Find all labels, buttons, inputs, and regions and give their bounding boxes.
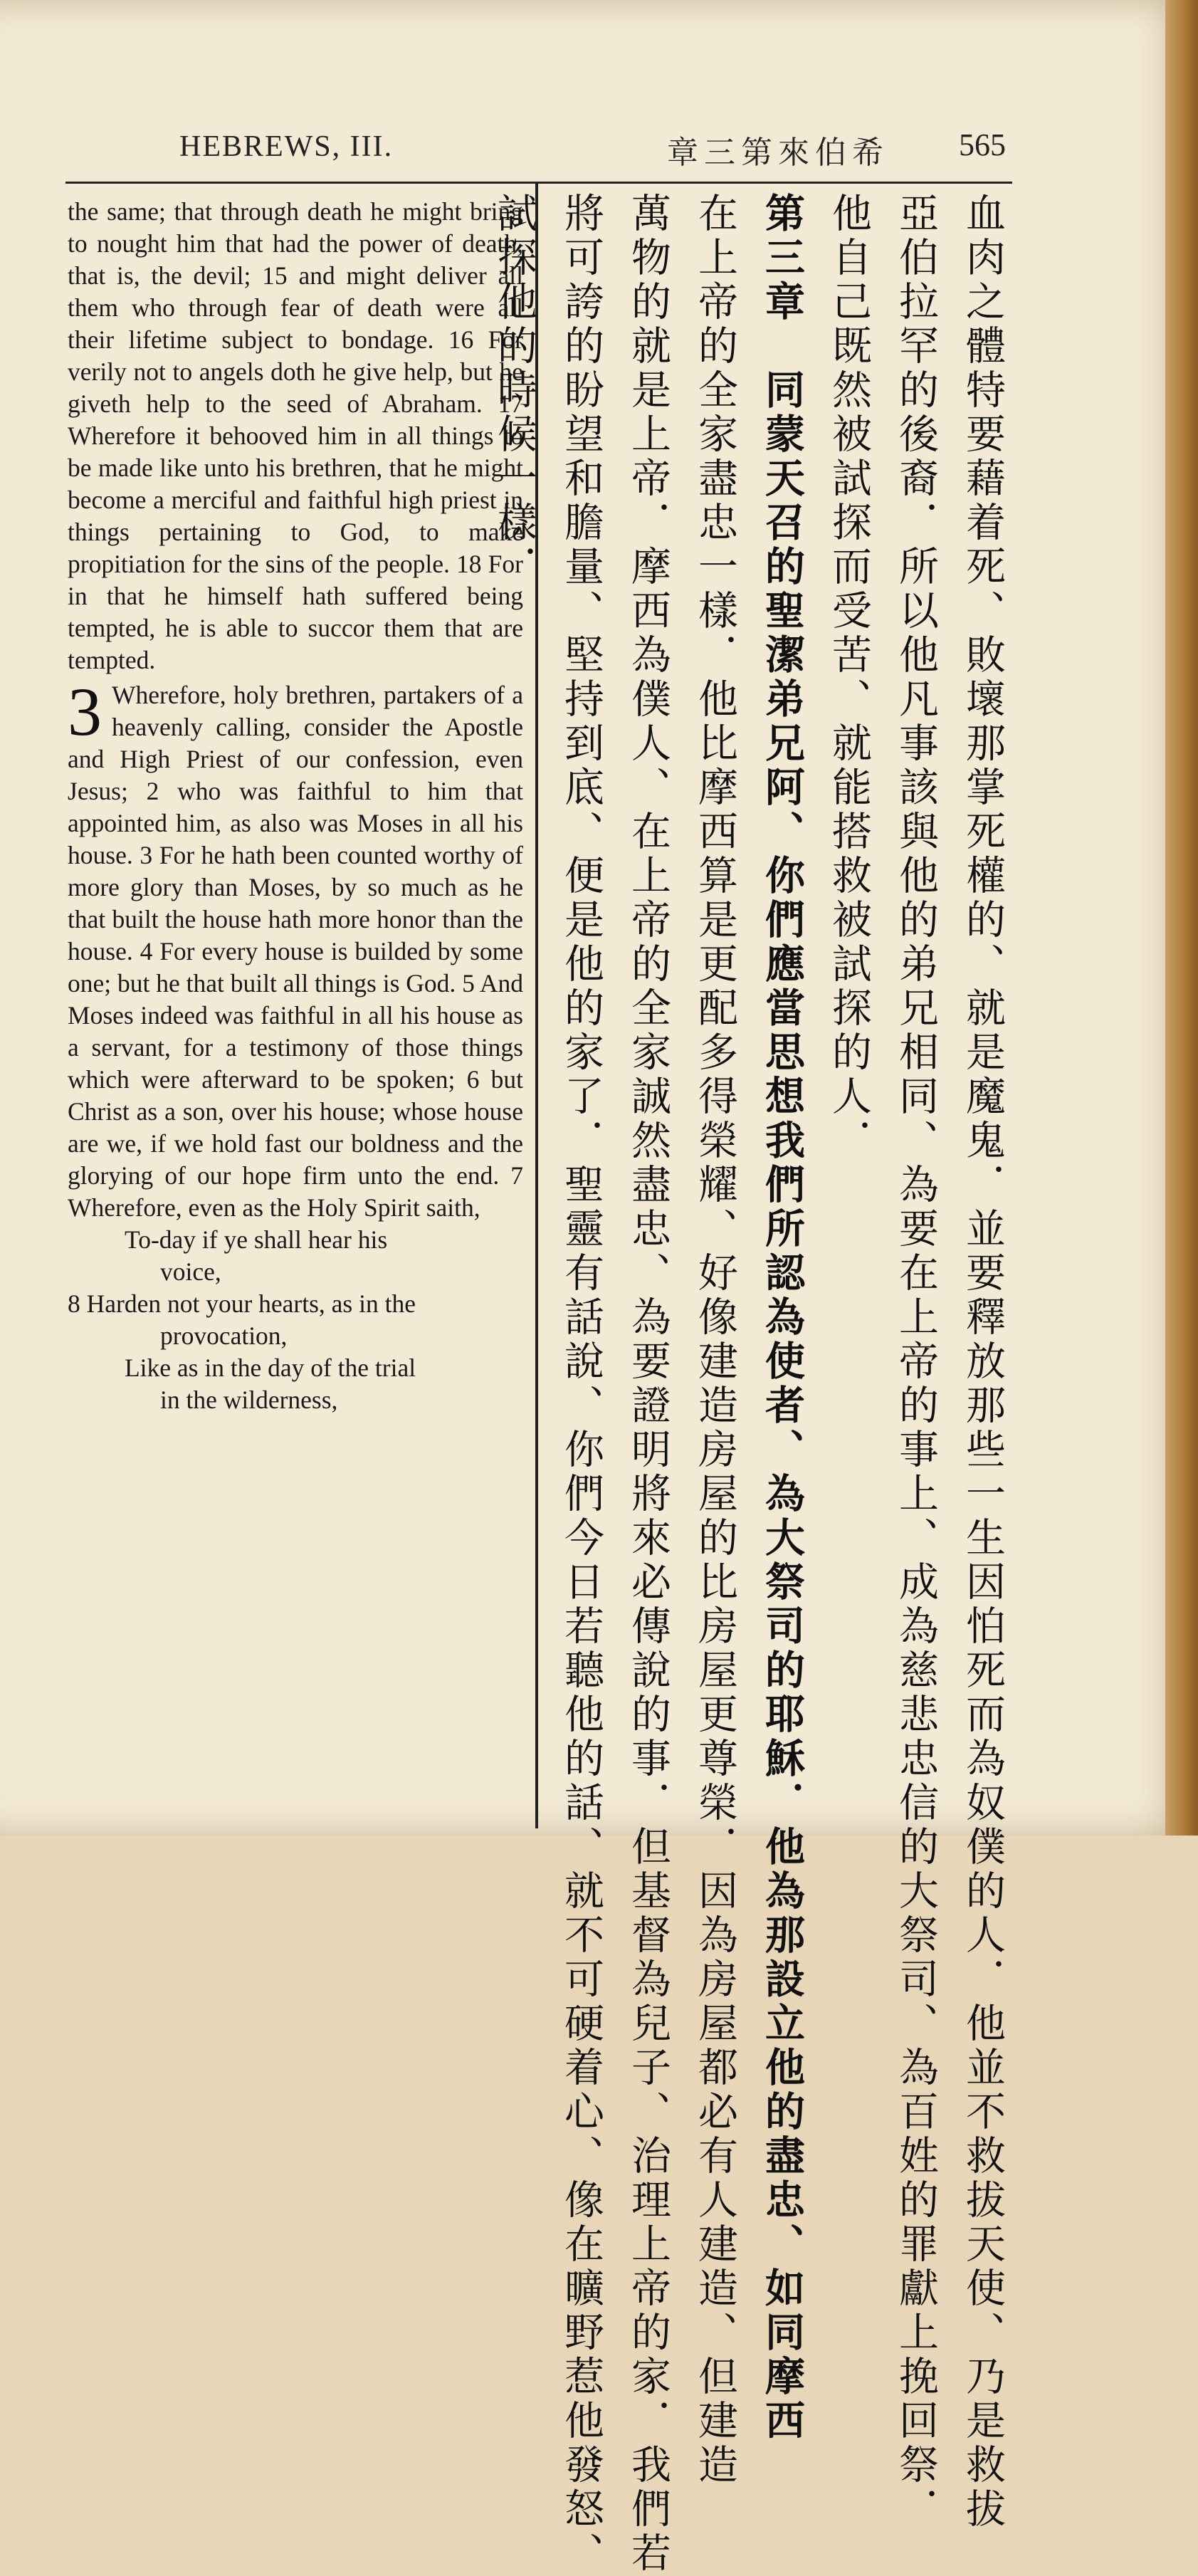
chinese-text-column: 試探他的時候一樣． — [491, 192, 537, 590]
header-rule — [65, 182, 1012, 184]
poetry-line: Like as in the day of the trial — [125, 1354, 416, 1382]
page-edge — [1165, 0, 1198, 1836]
page-number: 565 — [959, 127, 1006, 162]
chinese-text-column: 在上帝的全家盡忠一樣．他比摩西算是更配多得榮耀、好像建造房屋的比房屋更尊榮．因為房屋都必有人建造、但建造 — [692, 192, 738, 2488]
chinese-chapter-title: 章三第來伯希 — [667, 135, 889, 171]
running-title: HEBREWS, III. — [179, 130, 394, 163]
chinese-column — [491, 192, 1007, 2576]
chinese-text-column: 血肉之體特要藉着死、敗壞那掌死權的、就是魔鬼．並要釋放那些一生因怕死而為奴僕的人．他並不救拔天使、乃是救拔 — [960, 192, 1006, 2532]
chinese-text-column: 第三章 同蒙天召的聖潔弟兄阿、你們應當思想我們所認為使者、為大祭司的耶穌．他為那設立他的盡忠、如同摩西 — [759, 192, 805, 2444]
page-header — [65, 121, 1012, 171]
chinese-text-column: 亞伯拉罕的後裔．所以他凡事該與他的弟兄相同、為要在上帝的事上、成為慈悲忠信的大祭司、為百姓的罪獻上挽回祭． — [893, 192, 939, 2532]
poetry-block — [68, 1224, 523, 1416]
poetry-line: in the wilderness, — [160, 1386, 338, 1414]
chinese-text-column: 萬物的就是上帝．摩西為僕人、在上帝的全家誠然盡忠、為要證明將來必傳說的事．但基督為兒子、治理上帝的家．我們若 — [625, 192, 671, 2576]
poetry-line: voice, — [160, 1257, 221, 1286]
poetry-line: provocation, — [160, 1321, 288, 1350]
english-column — [68, 196, 523, 1416]
chinese-text-column: 他自己既然被試探而受苦、就能搭救被試探的人． — [826, 192, 872, 1163]
poetry-line: To-day if ye shall hear his — [125, 1225, 388, 1254]
chinese-text-column: 將可誇的盼望和膽量、堅持到底、便是他的家了．聖靈有話說、你們今日若聽他的話、就不可硬着心、像在曠野惹他發怒、 — [558, 192, 604, 2576]
chapter-number: 3 — [68, 674, 102, 750]
chapter-3-block — [68, 674, 523, 1224]
english-paragraph-2: Wherefore, holy brethren, partakers of a heavenly calling, consider the Apostle and High Priest of our confession, even Jesus; 2 who was faithful to him that appointed him, as also was Moses in all his house. 3 For he hath been counted worthy of more glory than Moses, by so much as he that built the house hath more honor than the house. 4 For every house is builded by some one; but he that built all things is God. 5 And Moses indeed was faithful in all his house as a servant, for a testimony of those things which were afterward to be spoken; 6 but Christ as a son, over his house; whose house are we, if we hold fast our boldness and the glorying of our hope firm unto the end. 7 Wherefore, even as the Holy Spirit saith, — [68, 681, 523, 1222]
poetry-line: 8 Harden not your hearts, as in the — [68, 1289, 416, 1318]
english-paragraph-1: the same; that through death he might bring to nought him that had the power of death, that is, the devil; 15 and might deliver all them who through fear of death were all their lifetime subject to bondage. 16 For verily not to angels doth he give help, but he giveth help to the seed of Abraham. 17 Wherefore it behooved him in all things to be made like unto his brethren, that he might become a merciful and faithful high priest in things pertaining to God, to make propitiation for the sins of the people. 18 For in that he himself hath suffered being tempted, he is able to succor them that are tempted. — [68, 197, 523, 674]
